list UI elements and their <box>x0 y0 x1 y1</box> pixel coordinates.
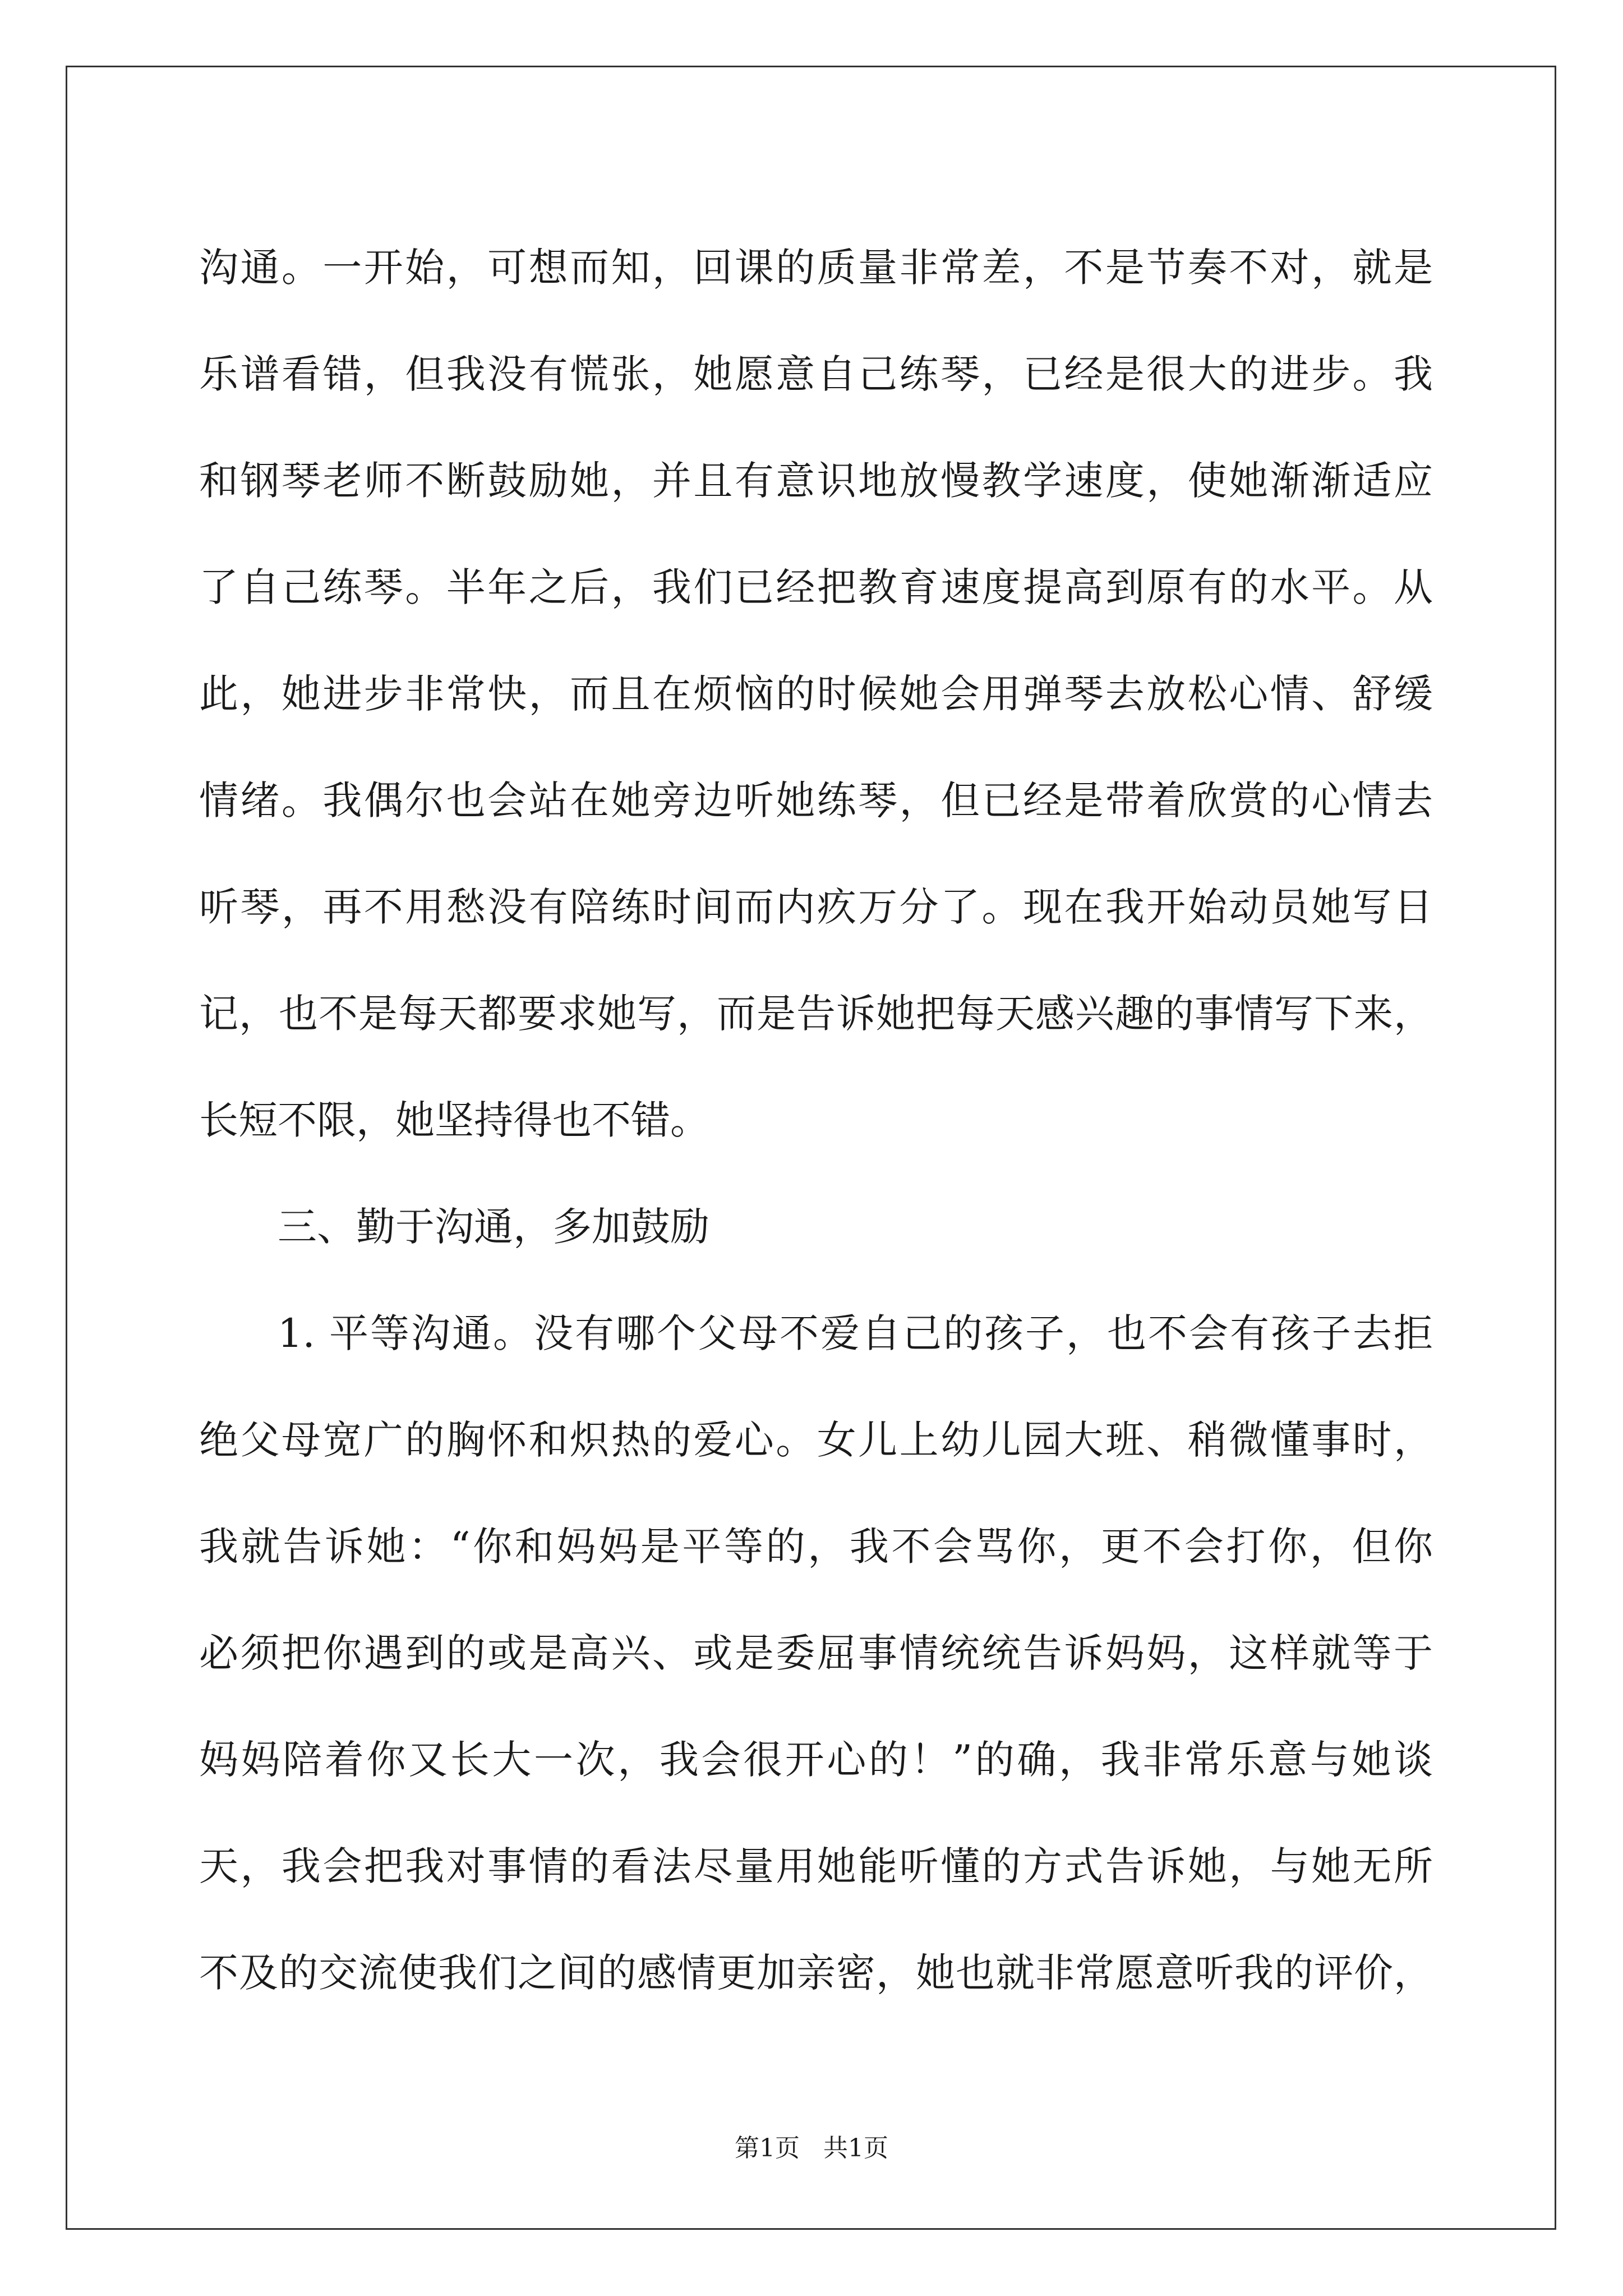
text-line: 我就告诉她：“你和妈妈是平等的，我不会骂你，更不会打你，但你 <box>199 1524 1433 1570</box>
text-line: 绝父母宽广的胸怀和炽热的爱心。女儿上幼儿园大班、稍微懂事时， <box>199 1417 1433 1463</box>
text-line: 妈妈陪着你又长大一次，我会很开心的！”的确，我非常乐意与她谈 <box>199 1737 1433 1783</box>
text-line: 和钢琴老师不断鼓励她，并且有意识地放慢教学速度，使她渐渐适应 <box>199 458 1433 504</box>
text-line: 天，我会把我对事情的看法尽量用她能听懂的方式告诉她，与她无所 <box>199 1843 1433 1889</box>
text-line: 必须把你遇到的或是高兴、或是委屈事情统统告诉妈妈，这样就等于 <box>199 1630 1433 1676</box>
document-body <box>199 214 1433 2026</box>
text-line: 乐谱看错，但我没有慌张，她愿意自己练琴，已经是很大的进步。我 <box>199 351 1433 397</box>
text-line: 此，她进步非常快，而且在烦恼的时候她会用弹琴去放松心情、舒缓 <box>199 671 1433 717</box>
text-line: 沟通。一开始，可想而知，回课的质量非常差，不是节奏不对，就是 <box>199 245 1433 291</box>
text-line: 长短不限，她坚持得也不错。 <box>199 1097 709 1143</box>
page-footer: 第1页 共1页 <box>735 2134 888 2162</box>
section-heading: 三、勤于沟通，多加鼓励 <box>278 1204 709 1250</box>
text-line: 听琴，再不用愁没有陪练时间而内疚万分了。现在我开始动员她写日 <box>199 884 1433 930</box>
text-line: 1. 平等沟通。没有哪个父母不爱自己的孩子，也不会有孩子去拒 <box>278 1310 1433 1356</box>
text-line: 了自己练琴。半年之后，我们已经把教育速度提高到原有的水平。从 <box>199 564 1433 610</box>
text-line: 情绪。我偶尔也会站在她旁边听她练琴，但已经是带着欣赏的心情去 <box>199 777 1433 823</box>
text-line: 记，也不是每天都要求她写，而是告诉她把每天感兴趣的事情写下来， <box>199 991 1433 1037</box>
text-line: 不及的交流使我们之间的感情更加亲密，她也就非常愿意听我的评价， <box>199 1950 1433 1996</box>
